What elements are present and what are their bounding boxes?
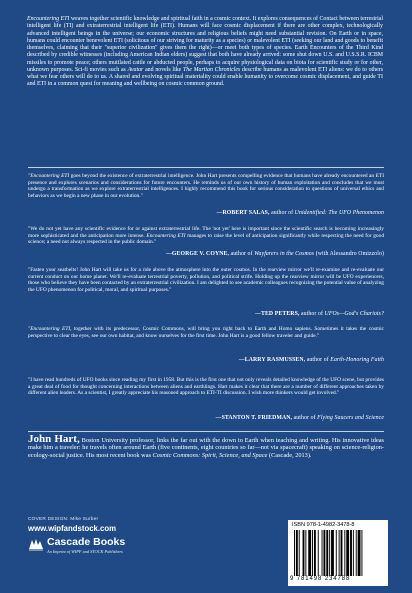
barcode-bar	[312, 530, 313, 576]
attribution-name: —TED PETERS,	[255, 311, 300, 317]
barcode-bar	[314, 530, 316, 576]
barcode-area	[288, 520, 388, 586]
barcode-bar	[339, 530, 340, 576]
barcode-bar	[353, 530, 354, 576]
book-title: Encountering ETI	[27, 16, 70, 22]
attribution-extra: (with Alessandro Omizzolo)	[314, 251, 384, 257]
attribution-work: Earth-Honoring Faith	[330, 357, 384, 363]
barcode-bar	[331, 530, 334, 576]
attribution-rasmussen	[28, 357, 384, 363]
attribution-name: —STANTON T. FRIEDMAN,	[215, 415, 293, 421]
blurb-title: Encountering ETI	[146, 232, 186, 239]
barcode-bar	[305, 530, 306, 576]
publisher-block	[28, 537, 138, 559]
blurb-text: "We do not yet have any scientific evidence for or against extraterrestrial life. The 'not yet' here is important since the scientific search is becoming increasingly more sophisticated and the anticipation more intense.	[28, 226, 384, 239]
blurb-text: "Fasten your seatbelts! John Hart will take us for a ride above the atmosphere into the outer cosmos. In the rearview mirror we'll re-examine and re-evaluate our current conduct on our home planet. We'll re-evaluate terrestrial poverty, pollution, and political strife. Holding up the rearview mirror will be UFO experiencers, those who believe they have been contacted by an extraterrestrial civilization. I am delighted to see academic colleagues recognizing the potential value of analyzing the UFO phenomenon for political, moral, and spiritual purposes."	[28, 267, 384, 293]
attribution-role: author of	[292, 415, 318, 421]
blurb-salas	[28, 173, 384, 199]
publisher-website[interactable]: www.wipfandstock.com	[28, 524, 117, 533]
barcode-bar	[303, 530, 305, 576]
blurb-title: "Encountering ETI	[28, 326, 71, 332]
attribution-work: Wayfarers in the Cosmos	[254, 251, 315, 257]
barcode-bar	[294, 530, 295, 576]
barcode-bar	[341, 530, 343, 576]
barcode-bar	[346, 530, 349, 576]
barcode-bar	[356, 530, 357, 576]
barcode-bar	[296, 530, 298, 576]
blurb-title: "Encountering ETI	[28, 173, 70, 179]
barcode-bar	[299, 530, 300, 576]
barcode-digits: 9 781498 234788	[290, 576, 351, 582]
isbn-label: ISBN 978-1-4982-3478-8	[292, 522, 355, 528]
barcode	[292, 530, 384, 576]
recent-book-title: Cosmic Commons: Spirit, Science, and Space	[152, 451, 268, 459]
author-name: John Hart,	[28, 433, 80, 445]
divider	[28, 431, 384, 432]
barcode-bar	[350, 530, 352, 576]
barcode-bar	[358, 530, 361, 576]
barcode-bar	[329, 530, 330, 576]
barcode-bar	[361, 530, 362, 576]
author-bio-text: Boston University professor, links the far out with the down to Earth when teaching and writing. His innovative ideas make him a traveler: he travels often around Earth (five continents, eight countries so far—not via spacecraft) speaking on science-religion-ecology-social justice. His most recent book was	[28, 437, 384, 459]
attribution-work: Unidentified: The UFO Phenomenon	[294, 210, 384, 216]
blurb-peters	[28, 267, 384, 293]
attribution-name: —ROBERT SALAS,	[216, 210, 270, 216]
attribution-friedman	[28, 415, 384, 421]
publisher-tagline: An Imprint of WIPF and STOCK Publishers	[47, 549, 123, 554]
attribution-peters	[28, 311, 384, 317]
book-description	[27, 16, 383, 89]
attribution-role: author of	[269, 210, 295, 216]
description-text-mid: and novels like	[143, 66, 184, 73]
attribution-role: author of	[305, 357, 331, 363]
cover-design-credit: COVER DESIGN: Mike Surber	[28, 517, 99, 522]
barcode-bar	[318, 530, 319, 576]
novel-title: The Martian Chronicles	[183, 66, 241, 73]
barcode-bar	[322, 530, 323, 576]
description-text: weaves together scientific knowledge and spiritual faith in a cosmic context. It explores consequences of Contact between terrestrial intelligent life (TI) and extraterrestrial intelligent life (ETI). Humans will face cosmic displacement if there are other complex, technologically advanced intelligent beings in the universe; our economic structures and religious beliefs might need substantial revision. On Earth or in space, humans could encounter benevolent ETI (solicitous of our striving for maturity as a species) or malevolent ETI (seeking our land and goods to benefit themselves, claiming that their "superior civilization" gives them the right)—or meet both types of species. Earth Encounters of the Third Kind described by credible witnesses (including American Indian elders) suggest that both have already arrived: some shut down U.S. and U.S.S.R. ICBM missiles to promote peace; others mutilated cattle or abducted people, perhaps to acquire physiological data on biota for scientific study or for other, unknown purposes. Sci-fi movies such as	[27, 16, 383, 73]
attribution-role: author of	[299, 311, 325, 317]
cascade-logo-icon	[28, 537, 44, 551]
attribution-coyne	[28, 251, 384, 257]
attribution-role: author of	[229, 251, 255, 257]
barcode-bar	[344, 530, 345, 576]
barcode-bar	[308, 530, 311, 576]
blurb-friedman	[28, 377, 384, 397]
blurb-text: , together with its predecessor, Cosmic Commons, will bring you right back to Earth and Homo sapiens. Sometimes it takes the cosmic perspective to clear the eyes, see our own habitat, and know ourselves for the first time. John Hart is a good fellow traveler and guide."	[28, 326, 385, 339]
attribution-name: —LARRY RASMUSSEN,	[238, 357, 306, 363]
attribution-work: UFOs—God's Chariots?	[324, 311, 384, 317]
barcode-bar	[323, 530, 325, 576]
blurb-rasmussen	[28, 326, 384, 339]
blurb-text: goes beyond the existence of extraterrestrial intelligence. John Hart presents compelling evidence that humans have already encountered an ETI presence and explores scenarios and considerations for future encounters. He reminds us of our own history of human exploitation and concludes that we must undergo a transformation as we explore extraterrestrial intelligences. I highly recommend this book for serious consideration to questions of universal ethics and behaviors as we begin a new phase in our evolution."	[28, 173, 385, 199]
barcode-bar	[326, 530, 328, 576]
attribution-name: —GEORGE V. COYNE,	[166, 251, 230, 257]
description-text-end: describe humans as malevolent ETI aliens: we do to others what we fear others will do to us. A shared and evolving spiritual materiality could enable humanity to overcome cosmic displacement, and guide TI and ETI in a common quest for meaning and wellbeing on cosmic common ground.	[27, 66, 383, 88]
barcode-bar	[336, 530, 337, 576]
author-bio-end: (Cascade, 2013).	[267, 451, 312, 459]
blurb-coyne	[28, 226, 384, 246]
author-bio	[28, 433, 384, 459]
attribution-work: Flying Saucers and Science	[317, 415, 384, 421]
divider	[28, 167, 384, 168]
publisher-name: Cascade Books	[47, 536, 126, 548]
film-title: Avatar	[127, 66, 144, 73]
blurb-text-end: manages to raise the level of anticipation significantly while respecting the need for good science; a need not always respected in the public domain."	[28, 232, 385, 246]
attribution-salas	[28, 210, 384, 216]
blurb-text: "I have read hundreds of UFO books since reading my first in 1958. But this is the first one that not only reveals detailed knowledge of the UFO scene, but provides a great deal of food for thought concerning interactions between aliens and earthlings. Hart makes it clear that there are a number of different approaches taken by different alien leaders. As a scientist, I greatly appreciate his reasoned approach to ETI-TI discussion. I wish more thinkers would get involved."	[28, 377, 384, 397]
